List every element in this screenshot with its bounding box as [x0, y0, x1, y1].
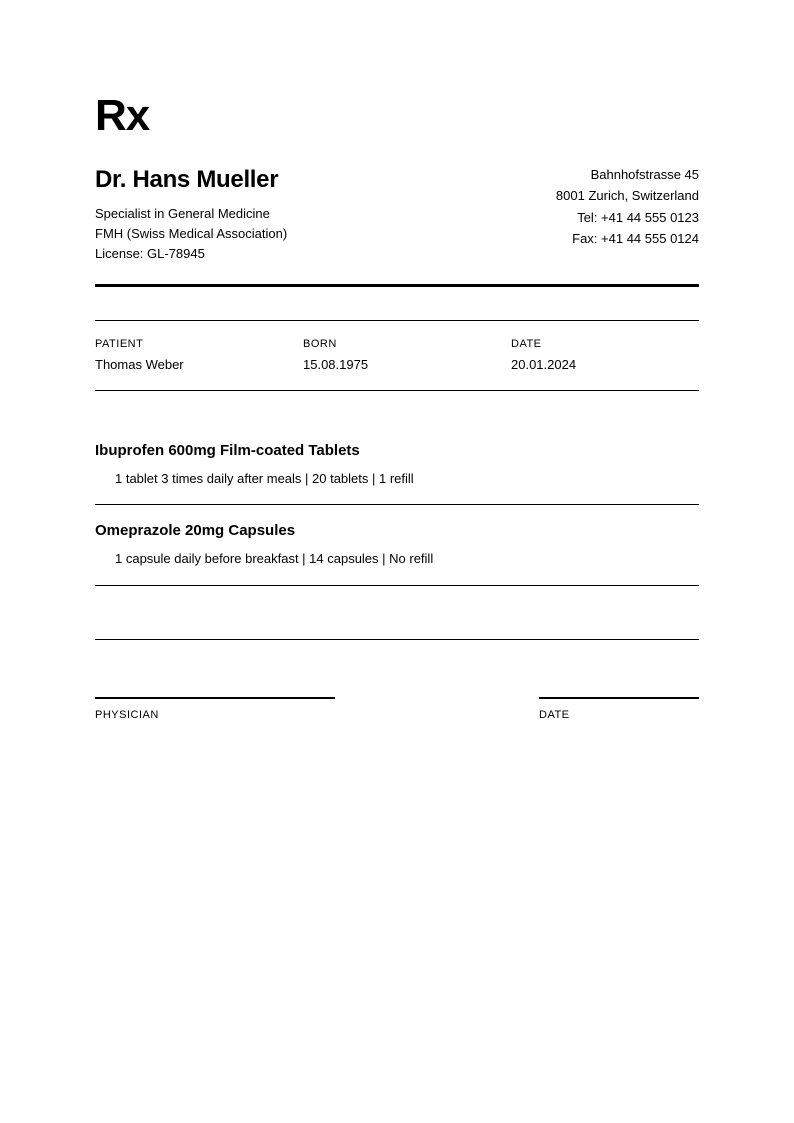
address-city: 8001 Zurich, Switzerland — [555, 188, 699, 204]
physician-credentials — [95, 204, 287, 264]
date-value: 20.01.2024 — [511, 357, 577, 372]
date-signature-line[interactable] — [539, 697, 699, 699]
physician-signature-label: PHYSICIAN — [95, 709, 159, 721]
rx-symbol: Rx — [95, 91, 150, 140]
patient-born-field — [303, 337, 368, 375]
patient-label: PATIENT — [95, 338, 144, 350]
medication-name: Ibuprofen 600mg Film-coated Tablets — [95, 442, 360, 459]
header-divider — [95, 284, 699, 287]
patient-name: Thomas Weber — [95, 357, 184, 372]
medication-detail: 1 tablet 3 times daily after meals | 20 tablets | 1 refill — [115, 471, 414, 486]
date-label: DATE — [511, 338, 542, 350]
address-street: Bahnhofstrasse 45 — [590, 167, 699, 182]
address-fax: Fax: +41 44 555 0124 — [572, 230, 699, 246]
address-tel: Tel: +41 44 555 0123 — [577, 209, 699, 225]
patient-name-field — [95, 337, 184, 375]
born-value: 15.08.1975 — [303, 357, 369, 372]
born-label: BORN — [303, 338, 337, 350]
patient-date-field — [511, 337, 576, 375]
physician-signature-line[interactable] — [95, 697, 335, 699]
patient-bottom-divider — [95, 390, 699, 391]
medication-divider — [95, 585, 699, 586]
medication-name: Omeprazole 20mg Capsules — [95, 522, 296, 539]
medication-item — [95, 441, 699, 489]
practice-address — [556, 164, 699, 249]
medication-divider — [95, 504, 699, 505]
signature-section-divider — [95, 639, 699, 640]
patient-top-divider — [95, 320, 699, 321]
physician-name: Dr. Hans Mueller — [95, 166, 279, 193]
medication-detail: 1 capsule daily before breakfast | 14 capsules | No refill — [115, 551, 434, 566]
physician-association: FMH (Swiss Medical Association) — [95, 226, 288, 241]
physician-license: License: GL-78945 — [95, 246, 205, 261]
physician-specialty: Specialist in General Medicine — [95, 206, 270, 221]
date-signature-label: DATE — [539, 709, 570, 721]
medication-item — [95, 521, 699, 569]
